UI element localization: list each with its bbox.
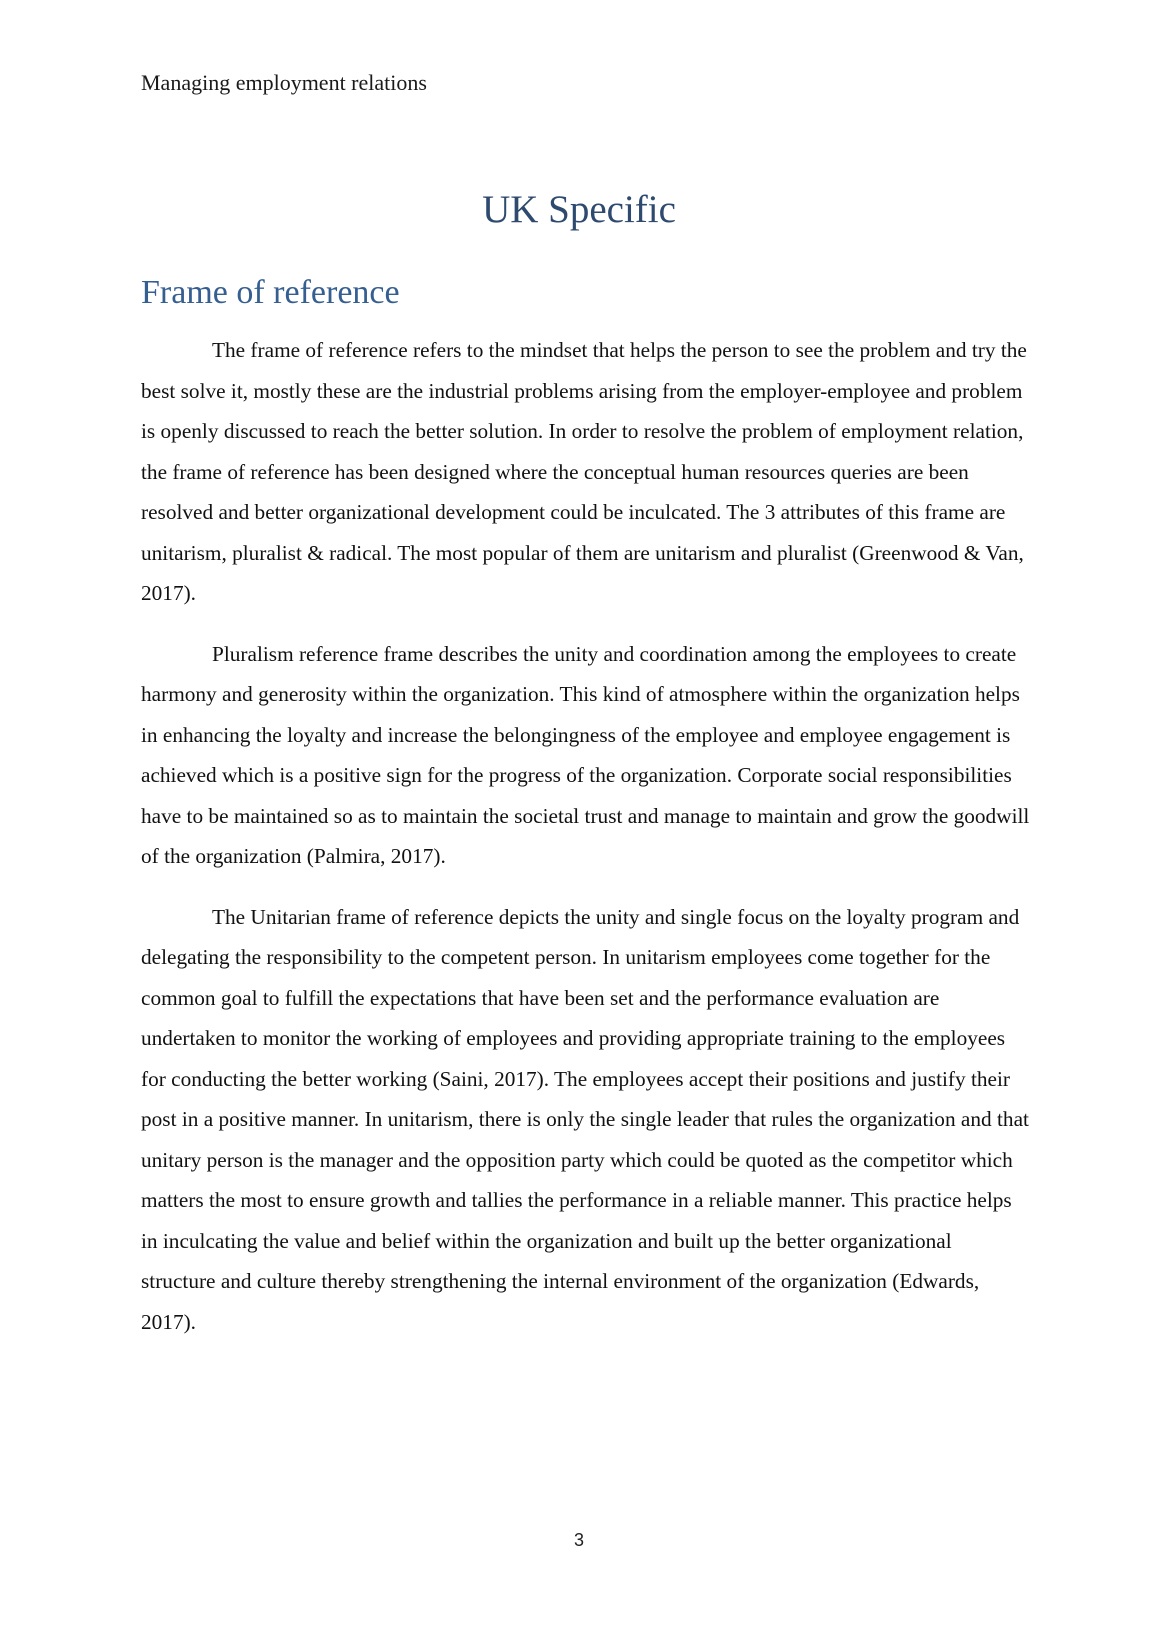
paragraph-frame-of-reference: The frame of reference refers to the mindset that helps the person to see the problem and try the best solve it, mostly these are the industrial problems arising from the employer-employee and problem is openly discussed to reach the better solution. In order to resolve the problem of employment relation, the frame of reference has been designed where the conceptual human resources queries are been resolved and better organizational development could be inculcated. The 3 attributes of this frame are unitarism, pluralist & radical. The most popular of them are unitarism and pluralist (Greenwood & Van, 2017). xyxy=(141,338,1027,605)
document-title: UK Specific xyxy=(482,188,676,231)
section-heading-frame-of-reference: Frame of reference xyxy=(141,274,400,311)
body-text xyxy=(141,330,1031,1362)
paragraph-pluralism: Pluralism reference frame describes the unity and coordination among the employees to create harmony and generosity within the organization. This kind of atmosphere within the organization helps in enhancing the loyalty and increase the belongingness of the employee and employee engagement is achieved which is a positive sign for the progress of the organization. Corporate social responsibilities have to be maintained so as to maintain the societal trust and manage to maintain and grow the goodwill of the organization (Palmira, 2017). xyxy=(141,641,1030,868)
page-number: 3 xyxy=(573,1530,584,1550)
running-header: Managing employment relations xyxy=(141,70,427,95)
paragraph-unitarism: The Unitarian frame of reference depicts the unity and single focus on the loyalty program and delegating the responsibility to the competent person. In unitarism employees come together for the common goal to fulfill the expectations that have been set and the performance evaluation are undertaken to monitor the working of employees and providing appropriate training to the employees for conducting the better working (Saini, 2017). The employees accept their positions and justify their post in a positive manner. In unitarism, there is only the single leader that rules the organization and that unitary person is the manager and the opposition party which could be quoted as the competitor which matters the most to ensure growth and tallies the performance in a reliable manner. This practice helps in inculcating the value and belief within the organization and built up the better organizational structure and culture thereby strengthening the internal environment of the organization (Edwards, 2017). xyxy=(141,904,1029,1334)
